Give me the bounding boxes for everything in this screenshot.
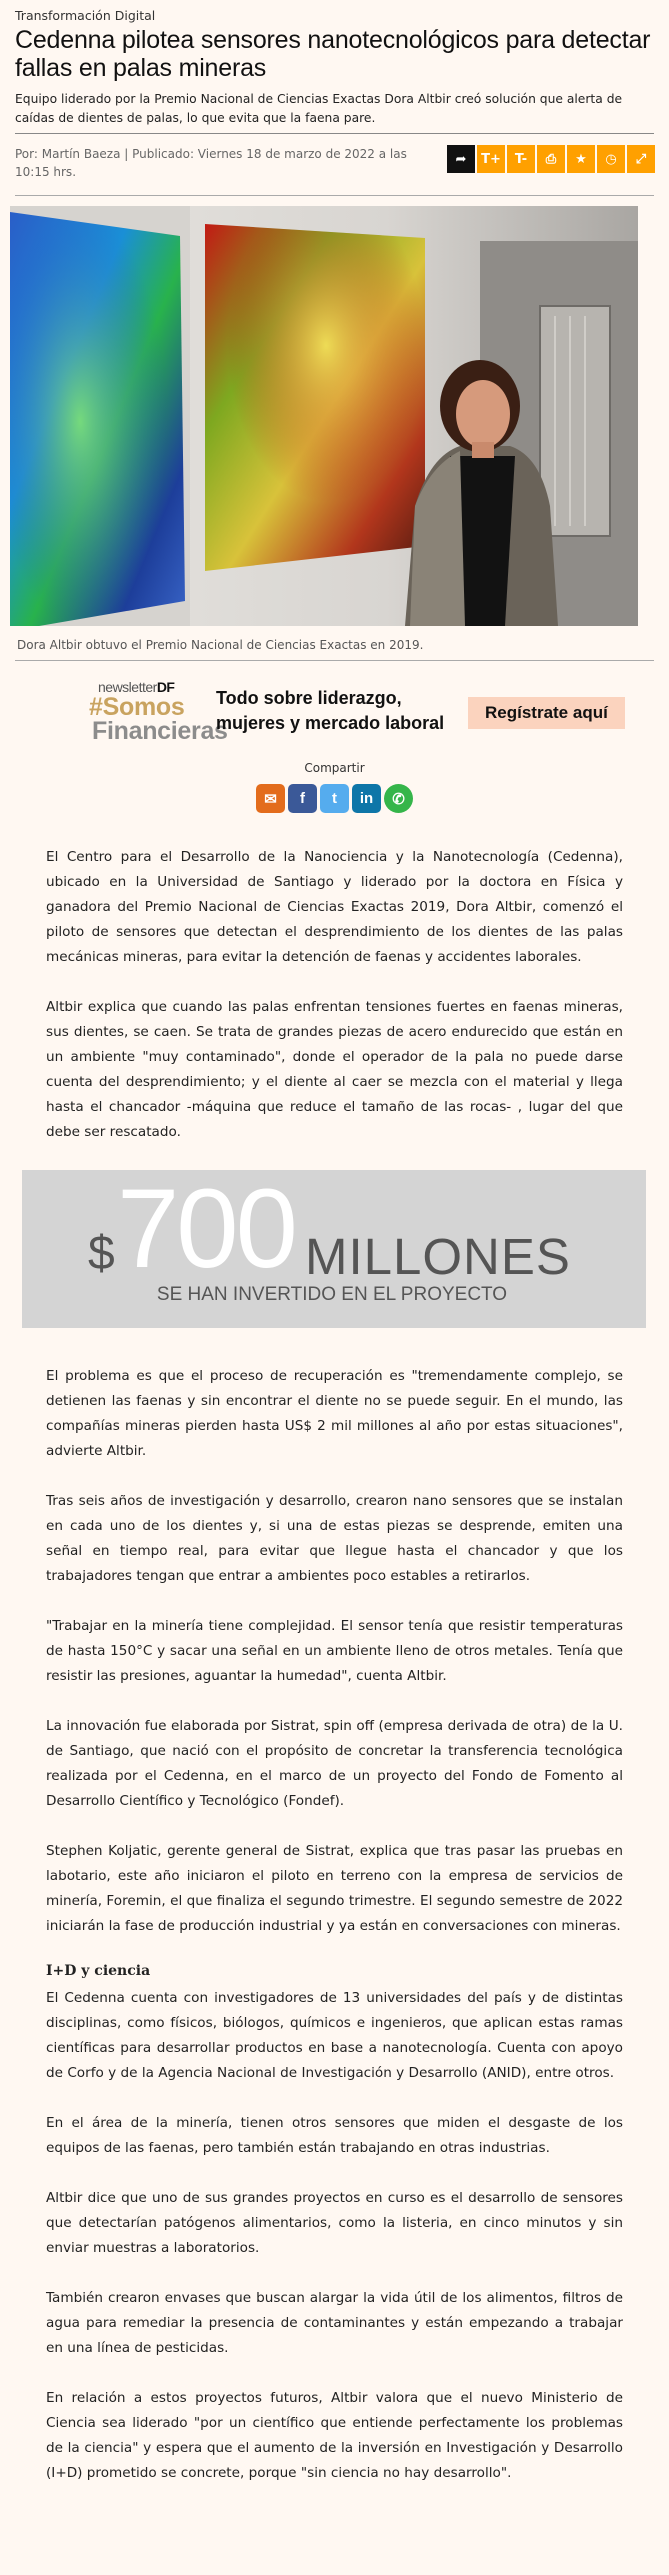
twitter-icon[interactable]: t (320, 784, 349, 813)
article-body (0, 845, 669, 1145)
paragraph: El Centro para el Desarrollo de la Nanociencia y la Nanotecnología (Cedenna), ubicado en la Universidad de Santiago y liderado por la doctora en Física y ganadora del Premio Nacional de Ciencias Exactas 2019, Dora Altbir, comenzó el piloto de sensores que detectan el desprendimiento de los dientes de las palas mecánicas mineras, para evitar la detención de faenas y accidentes laborales. (46, 849, 623, 965)
section-kicker[interactable]: Transformación Digital (15, 8, 156, 23)
article-title: Cedenna pilotea sensores nanotecnológicos para detectar fallas en palas mineras (15, 26, 651, 82)
newsletter-hashtag: #Somos (89, 693, 185, 721)
paragraph: Stephen Koljatic, gerente general de Sistrat, explica que tras pasar las pruebas en labotario, este año iniciaron el piloto en terreno con la empresa de servicios de minería, Foremin, el que finaliza el segundo trimestre. El segundo semestre de 2022 iniciarán la fase de producción industrial y ya están en conversaciones con mineras. (46, 1843, 623, 1934)
newsletter-logo (78, 679, 228, 745)
paragraph: También crearon envases que buscan alargar la vida útil de los alimentos, filtros de agua para remediar la presencia de contaminantes y están empezando a trabajar en una línea de pesticidas. (46, 2290, 623, 2356)
linkedin-icon[interactable]: in (352, 784, 381, 813)
article-toolbar (447, 145, 655, 173)
paragraph: En el área de la minería, tienen otros sensores que miden el desgaste de los equipos de las faenas, pero también están trabajando en otras industrias. (46, 2115, 623, 2156)
email-icon[interactable]: ✉ (256, 784, 285, 813)
paragraph: En relación a estos proyectos futuros, Altbir valora que el nuevo Ministerio de Ciencia sea liderado "por un científico que entiende perfectamente los problemas de la ciencia" y espera que el aumento de la inversión en Investigación y Desarrollo (I+D) prometido se concrete, porque "sin ciencia no hay desarrollo". (46, 2390, 623, 2481)
paragraph: Altbir explica que cuando las palas enfrentan tensiones fuertes en faenas mineras, sus dientes, se caen. Se trata de grandes piezas de acero endurecido que están en un ambiente "muy contaminado", donde el operador de la pala no puede darse cuenta del desprendimiento; y el diente al caer se mezcla con el material y llega hasta el chancador -máquina que reduce el tamaño de las rocas- , lugar del que debe ser rescatado. (46, 999, 623, 1140)
byline: Por: Martín Baeza | Publicado: Viernes 18 de marzo de 2022 a las 10:15 hrs. (15, 147, 407, 179)
newsletter-brand: DF (156, 679, 175, 695)
font-increase-button[interactable]: T+ (477, 145, 505, 173)
font-decrease-button[interactable]: T- (507, 145, 535, 173)
paragraph: La innovación fue elaborada por Sistrat, spin off (empresa derivada de otra) de la U. de Santiago, que nació con el propósito de concretar la transferencia tecnológica realizada por el Cedenna, en el marco de un proyecto del Fondo de Fomento al Desarrollo Científico y Tecnológico (Fondef). (46, 1718, 623, 1809)
highlight-currency: $ (88, 1227, 115, 1280)
register-button[interactable]: Regístrate aquí (468, 697, 625, 729)
article-lede: Equipo liderado por la Premio Nacional de Ciencias Exactas Dora Altbir creó solución que alerta de caídas de dientes de palas, lo que evita que la faena pare. (15, 92, 623, 125)
divider (15, 195, 654, 196)
highlight-subtitle: SE HAN INVERTIDO EN EL PROYECTO (156, 1284, 508, 1305)
print-icon[interactable]: ⎙ (537, 145, 565, 173)
star-icon[interactable]: ★ (567, 145, 595, 173)
paragraph: "Trabajar en la minería tiene complejidad. El sensor tenía que resistir temperaturas de hasta 150°C y sacar una señal en un ambiente lleno de otros metales. Tenía que resistir las presiones, aguantar la humedad", cuenta Altbir. (46, 1618, 623, 1684)
highlight-box (22, 1166, 646, 1328)
paragraph: Altbir dice que uno de sus grandes proyectos en curso es el desarrollo de sensores que detectarían patógenos alimentarios, como la listeria, en cinco minutos y sin enviar muestras a laboratorios. (46, 2190, 623, 2256)
paragraph: El Cedenna cuenta con investigadores de 13 universidades del país y de distintas disciplinas, como físicos, biólogos, químicos e ingenieros, que aplican estas ramas científicas para desarrollar productos en base a nanotecnología. Cuenta con apoyo de Corfo y de la Agencia Nacional de Investigación y Desarrollo (ANID), entre otros. (46, 1990, 623, 2081)
newsletter-financieras: Financieras (92, 717, 228, 745)
facebook-icon[interactable]: f (288, 784, 317, 813)
share-arrow-icon[interactable]: ➦ (447, 145, 475, 173)
section-subheading: I+D y ciencia (46, 1963, 151, 1979)
highlight-unit: MILLONES (305, 1228, 571, 1285)
paragraph: Tras seis años de investigación y desarrollo, crearon nano sensores que se instalan en cada uno de los dientes y, si una de estas piezas se desprende, emiten una señal en tiempo real, para evitar que llegue hasta el chancador y que los trabajadores tengan que entrar a ambientes poco estables a retirarlos. (46, 1493, 623, 1584)
promo-tagline: Todo sobre liderazgo, mujeres y mercado laboral (216, 688, 445, 733)
paragraph: El problema es que el proceso de recuperación es "tremendamente complejo, se detienen las faenas y sin encontrar el diente no se puede seguir. En el mundo, las compañías mineras pierden hasta US$ 2 mil millones al año por estas situaciones", advierte Altbir. (46, 1368, 623, 1459)
share-label: Compartir (304, 761, 365, 775)
photo-caption: Dora Altbir obtuvo el Premio Nacional de Ciencias Exactas en 2019. (17, 638, 424, 652)
expand-icon[interactable]: ⤢ (627, 145, 655, 173)
share-buttons (0, 784, 669, 813)
whatsapp-icon[interactable]: ✆ (384, 784, 413, 813)
clock-icon[interactable]: ◷ (597, 145, 625, 173)
article-body (0, 1364, 669, 2486)
newsletter-prefix: newsletter (98, 679, 157, 695)
article-photo (10, 206, 638, 626)
highlight-number: 700 (117, 1166, 295, 1291)
newsletter-promo[interactable] (0, 661, 669, 761)
meta-row (15, 134, 654, 193)
